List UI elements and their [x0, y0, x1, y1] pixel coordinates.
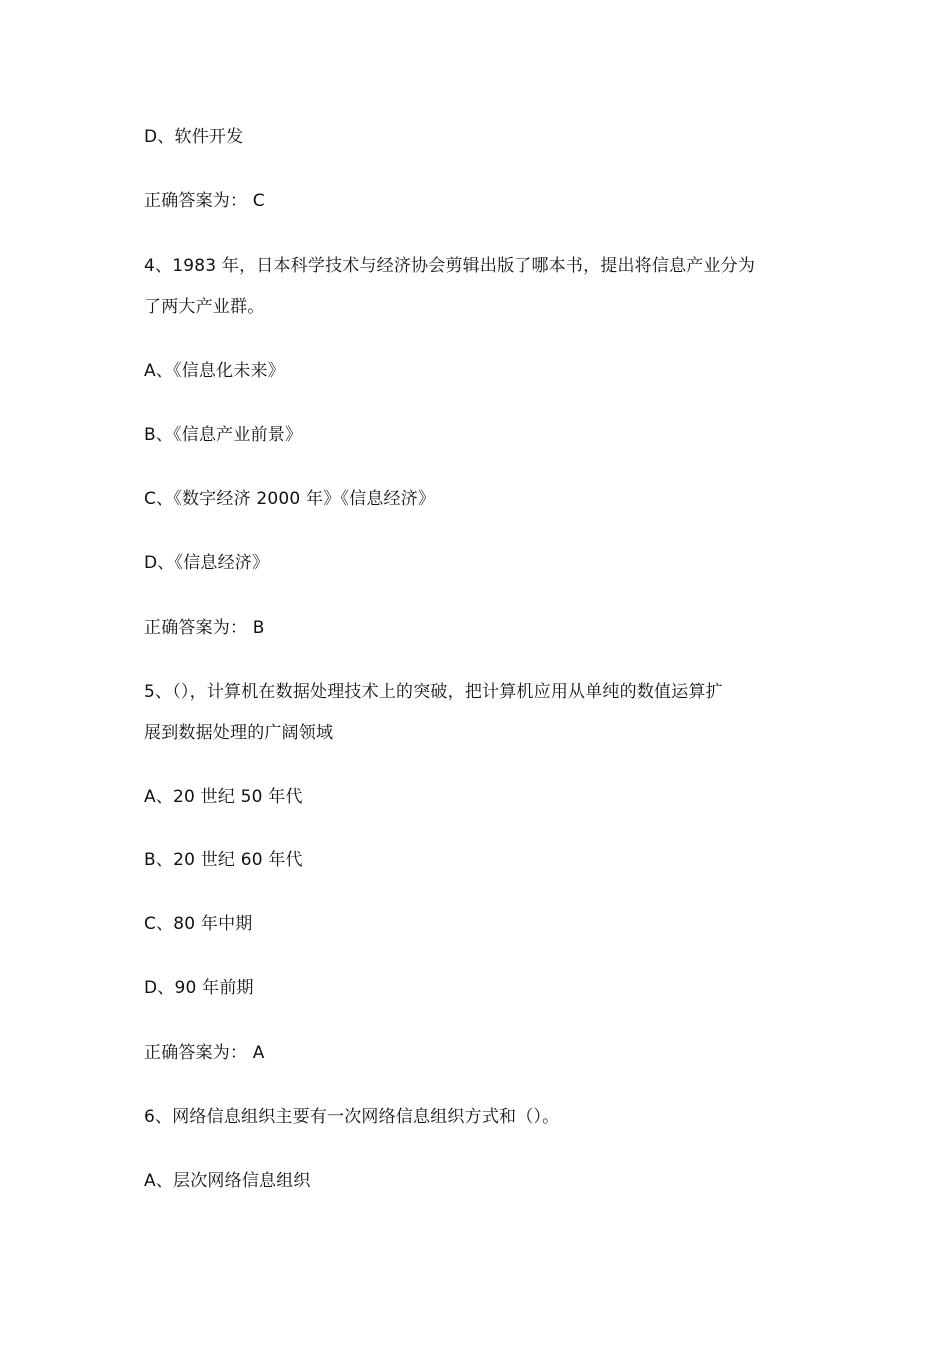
q3-option-d: D、软件开发	[144, 127, 244, 147]
q4-option-b: B、《信息产业前景》	[144, 425, 303, 445]
q5-answer: 正确答案为： A	[144, 1043, 265, 1063]
q5-option-b: B、20 世纪 60 年代	[144, 850, 303, 870]
q6-option-a: A、层次网络信息组织	[144, 1171, 311, 1191]
q4-question-line-2: 了两大产业群。	[144, 297, 265, 317]
q5-question-line-1: 5、（），计算机在数据处理技术上的突破，把计算机应用从单纯的数值运算扩	[144, 682, 723, 702]
q5-option-c: C、80 年中期	[144, 914, 253, 934]
q4-answer: 正确答案为： B	[144, 618, 265, 638]
q3-answer: 正确答案为： C	[144, 191, 265, 211]
q5-option-d: D、90 年前期	[144, 978, 254, 998]
q4-option-a: A、《信息化未来》	[144, 361, 285, 381]
q4-option-d: D、《信息经济》	[144, 553, 270, 573]
q5-question-line-2: 展到数据处理的广阔领域	[144, 723, 334, 743]
q4-question-line-1: 4、1983 年，日本科学技术与经济协会剪辑出版了哪本书，提出将信息产业分为	[144, 256, 756, 276]
q5-option-a: A、20 世纪 50 年代	[144, 787, 303, 807]
q4-option-c: C、《数字经济 2000 年》《信息经济》	[144, 489, 436, 509]
q6-question: 6、网络信息组织主要有一次网络信息组织方式和（）。	[144, 1107, 560, 1127]
